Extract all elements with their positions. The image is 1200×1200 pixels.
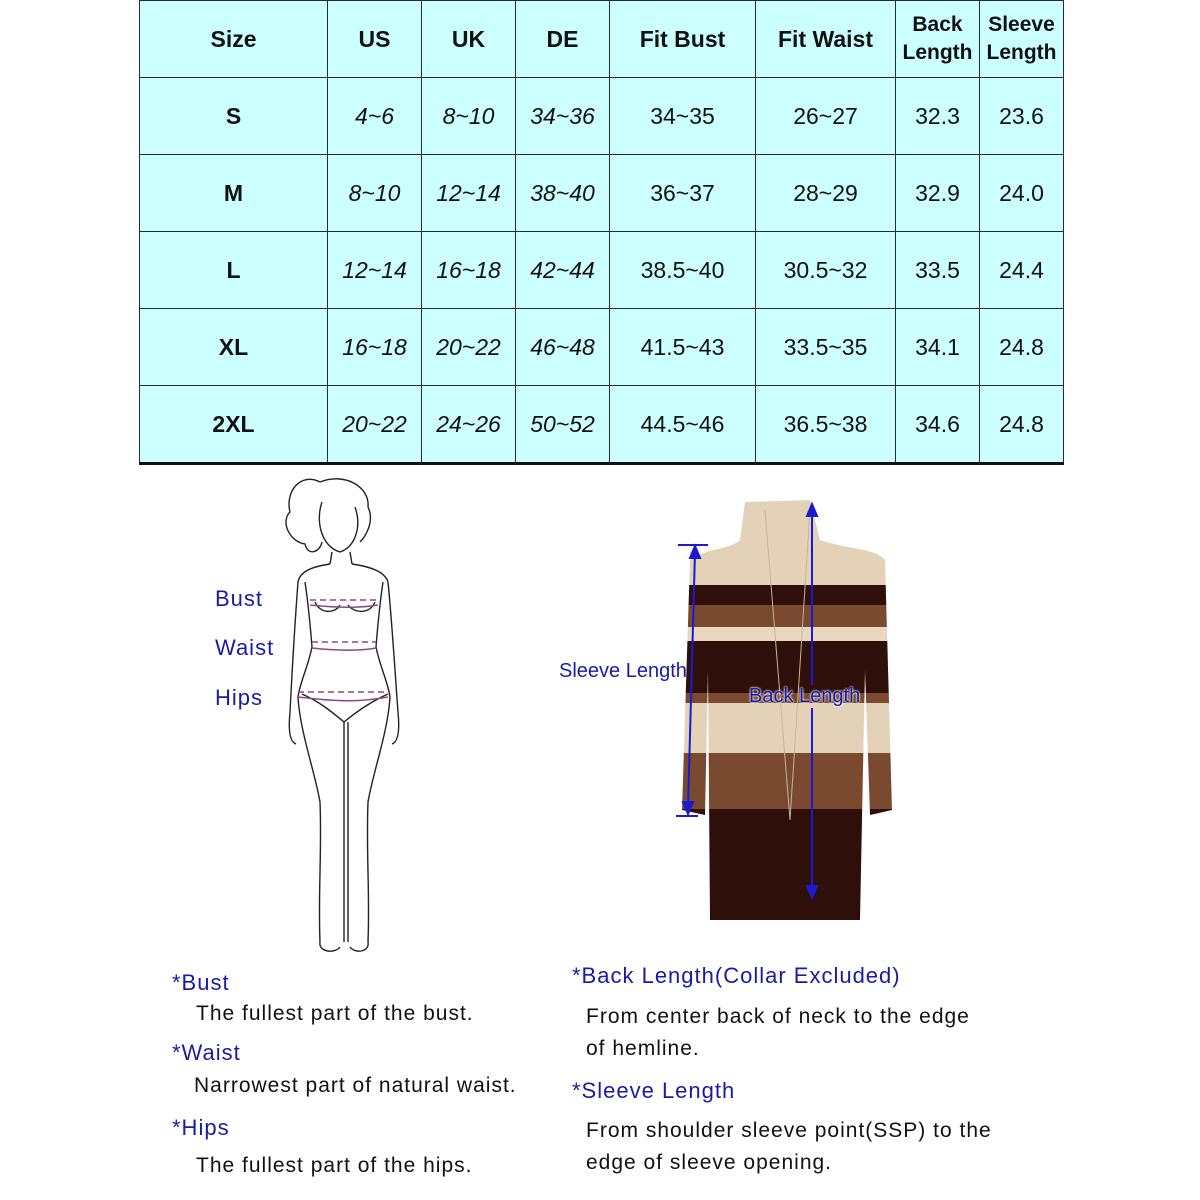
- header-back-length-line2: Length: [902, 41, 973, 64]
- cell-fit-bust: 44.5~46: [610, 386, 756, 464]
- header-size: Size: [140, 1, 328, 78]
- cell-back-length: 33.5: [896, 232, 980, 309]
- cell-back-length: 34.6: [896, 386, 980, 464]
- cell-back-length: 32.3: [896, 78, 980, 155]
- body-measurement-figure: [260, 472, 430, 962]
- cell-sleeve-length: 23.6: [980, 78, 1064, 155]
- table-row: [140, 78, 1064, 155]
- cell-us: 16~18: [328, 309, 422, 386]
- cell-us: 12~14: [328, 232, 422, 309]
- definition-term-bust: *Bust: [172, 970, 230, 995]
- definition-text-hips: The fullest part of the hips.: [196, 1154, 473, 1177]
- cell-us: 4~6: [328, 78, 422, 155]
- cell-back-length: 32.9: [896, 155, 980, 232]
- cell-fit-waist: 28~29: [756, 155, 896, 232]
- size-chart-table: [139, 0, 1064, 465]
- definition-text-waist: Narrowest part of natural waist.: [194, 1074, 517, 1097]
- cell-size: XL: [140, 309, 328, 386]
- cell-sleeve-length: 24.0: [980, 155, 1064, 232]
- definition-term-sleeve-length: *Sleeve Length: [572, 1078, 736, 1103]
- cell-fit-waist: 30.5~32: [756, 232, 896, 309]
- cell-size: M: [140, 155, 328, 232]
- cell-fit-bust: 38.5~40: [610, 232, 756, 309]
- header-back-length-line1: Back: [912, 13, 963, 36]
- definition-term-waist: *Waist: [172, 1040, 241, 1065]
- cell-sleeve-length: 24.8: [980, 386, 1064, 464]
- cell-de: 38~40: [516, 155, 610, 232]
- back-length-annotation: Back Length: [749, 685, 861, 707]
- cell-uk: 16~18: [422, 232, 516, 309]
- table-row: [140, 232, 1064, 309]
- bust-label: Bust: [215, 586, 264, 611]
- cell-us: 8~10: [328, 155, 422, 232]
- hips-label: Hips: [215, 685, 264, 710]
- cell-de: 50~52: [516, 386, 610, 464]
- definition-text-bust: The fullest part of the bust.: [196, 1002, 474, 1025]
- header-sleeve-length-line2: Length: [986, 41, 1057, 64]
- definition-text-back-length-line2: of hemline.: [586, 1037, 700, 1060]
- header-sleeve-length-line1: Sleeve: [988, 13, 1055, 36]
- cell-back-length: 34.1: [896, 309, 980, 386]
- cell-size: 2XL: [140, 386, 328, 464]
- cell-fit-waist: 26~27: [756, 78, 896, 155]
- header-fit-waist: Fit Waist: [756, 1, 896, 78]
- header-fit-bust: Fit Bust: [610, 1, 756, 78]
- cell-size: S: [140, 78, 328, 155]
- definition-text-sleeve-length-line2: edge of sleeve opening.: [586, 1151, 833, 1174]
- definition-text-back-length-line1: From center back of neck to the edge: [586, 1005, 970, 1028]
- cell-size: L: [140, 232, 328, 309]
- definition-text-sleeve-length-line1: From shoulder sleeve point(SSP) to the: [586, 1119, 992, 1142]
- cell-uk: 20~22: [422, 309, 516, 386]
- measurement-arrows: [670, 490, 830, 930]
- cell-fit-waist: 33.5~35: [756, 309, 896, 386]
- cell-de: 34~36: [516, 78, 610, 155]
- cell-fit-bust: 36~37: [610, 155, 756, 232]
- header-uk: UK: [422, 1, 516, 78]
- definition-term-back-length: *Back Length(Collar Excluded): [572, 963, 901, 988]
- cell-de: 42~44: [516, 232, 610, 309]
- cell-uk: 8~10: [422, 78, 516, 155]
- cell-sleeve-length: 24.4: [980, 232, 1064, 309]
- header-us: US: [328, 1, 422, 78]
- waist-label: Waist: [215, 635, 275, 660]
- table-row: [140, 155, 1064, 232]
- cell-de: 46~48: [516, 309, 610, 386]
- sleeve-length-annotation: Sleeve Length: [559, 660, 687, 682]
- cell-uk: 12~14: [422, 155, 516, 232]
- cell-fit-bust: 34~35: [610, 78, 756, 155]
- cell-uk: 24~26: [422, 386, 516, 464]
- cell-sleeve-length: 24.8: [980, 309, 1064, 386]
- header-back-length: [896, 1, 980, 78]
- table-row: [140, 309, 1064, 386]
- table-row: [140, 386, 1064, 464]
- definition-term-hips: *Hips: [172, 1115, 230, 1140]
- table-header-row: [140, 1, 1064, 78]
- cell-us: 20~22: [328, 386, 422, 464]
- cell-fit-waist: 36.5~38: [756, 386, 896, 464]
- header-sleeve-length: [980, 1, 1064, 78]
- cell-fit-bust: 41.5~43: [610, 309, 756, 386]
- header-de: DE: [516, 1, 610, 78]
